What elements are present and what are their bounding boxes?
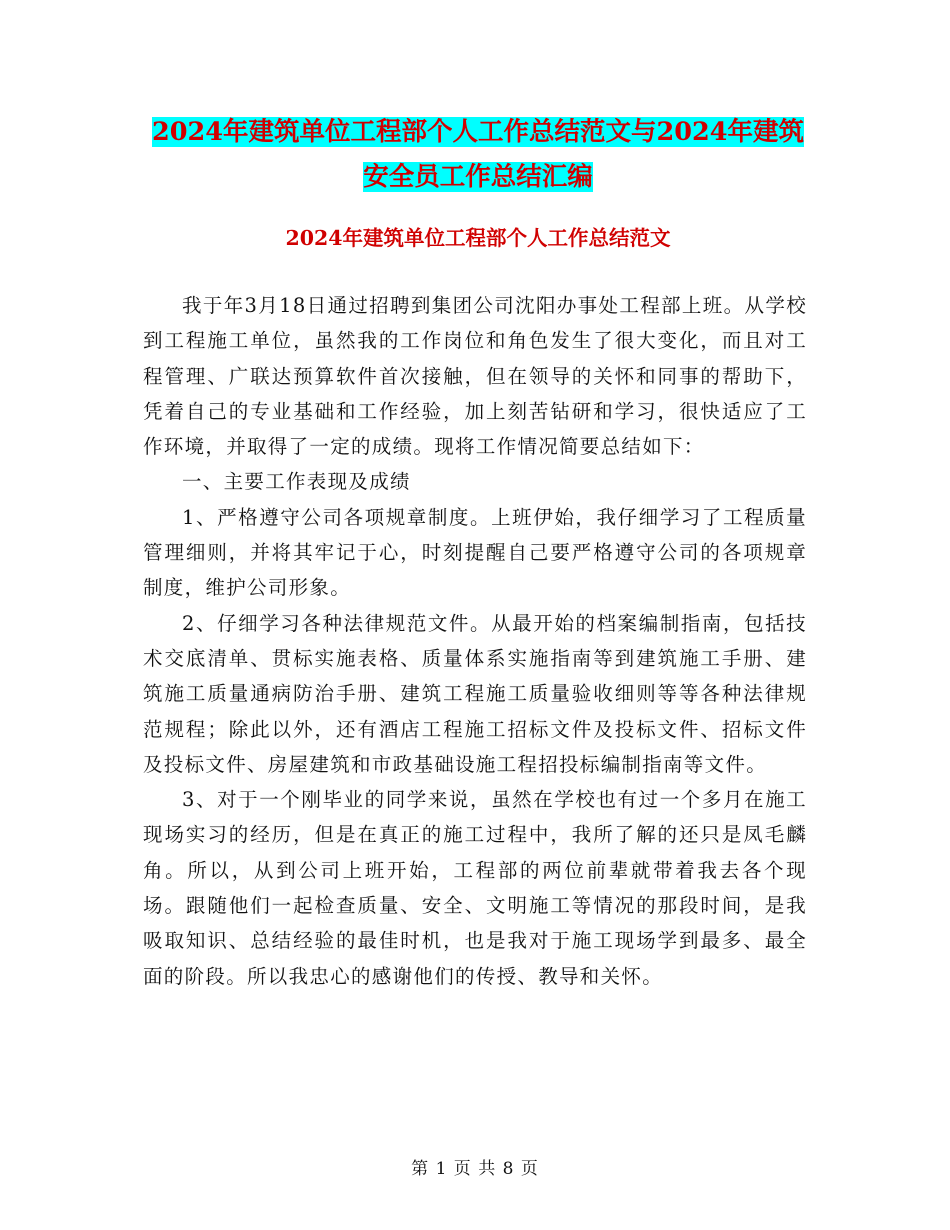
document-title-text: 2024年建筑单位工程部个人工作总结范文与2024年建筑安全员工作总结汇编 [152,117,804,192]
paragraph-item-1: 1、严格遵守公司各项规章制度。上班伊始，我仔细学习了工程质量管理细则，并将其牢记于心，时刻提醒自己要严格遵守公司的各项规章制度，维护公司形象。 [143,505,807,600]
page-footer: 第 1 页 共 8 页 [411,1159,539,1179]
section-title: 2024年建筑单位工程部个人工作总结范文 [285,226,671,250]
paragraph-intro: 我于年3月18日通过招聘到集团公司沈阳办事处工程部上班。从学校到工程施工单位，虽然我的工作岗位和角色发生了很大变化，而且对工程管理、广联达预算软件首次接触，但在领导的关怀和同事的帮助下，凭着自己的专业基础和工作经验，加上刻苦钻研和学习，很快适应了工作环境，并取得了一定的成绩。现将工作情况简要总结如下： [143,294,807,459]
paragraph-item-2: 2、仔细学习各种法律规范文件。从最开始的档案编制指南，包括技术交底清单、贯标实施表格、质量体系实施指南等到建筑施工手册、建筑施工质量通病防治手册、建筑工程施工质量验收细则等等各种法律规范规程；除此以外，还有酒店工程施工招标文件及投标文件、招标文件及投标文件、房屋建筑和市政基础设施工程招投标编制指南等文件。 [143,611,807,776]
paragraph-heading-main-work: 一、主要工作表现及成绩 [182,470,411,494]
paragraph-item-3: 3、对于一个刚毕业的同学来说，虽然在学校也有过一个多月在施工现场实习的经历，但是在真正的施工过程中，我所了解的还只是凤毛麟角。所以，从到公司上班开始，工程部的两位前辈就带着我去各个现场。跟随他们一起检查质量、安全、文明施工等情况的那段时间，是我吸取知识、总结经验的最佳时机，也是我对于施工现场学到最多、最全面的阶段。所以我忠心的感谢他们的传授、教导和关怀。 [143,788,807,988]
document-title [143,110,813,200]
document-body [143,288,807,994]
